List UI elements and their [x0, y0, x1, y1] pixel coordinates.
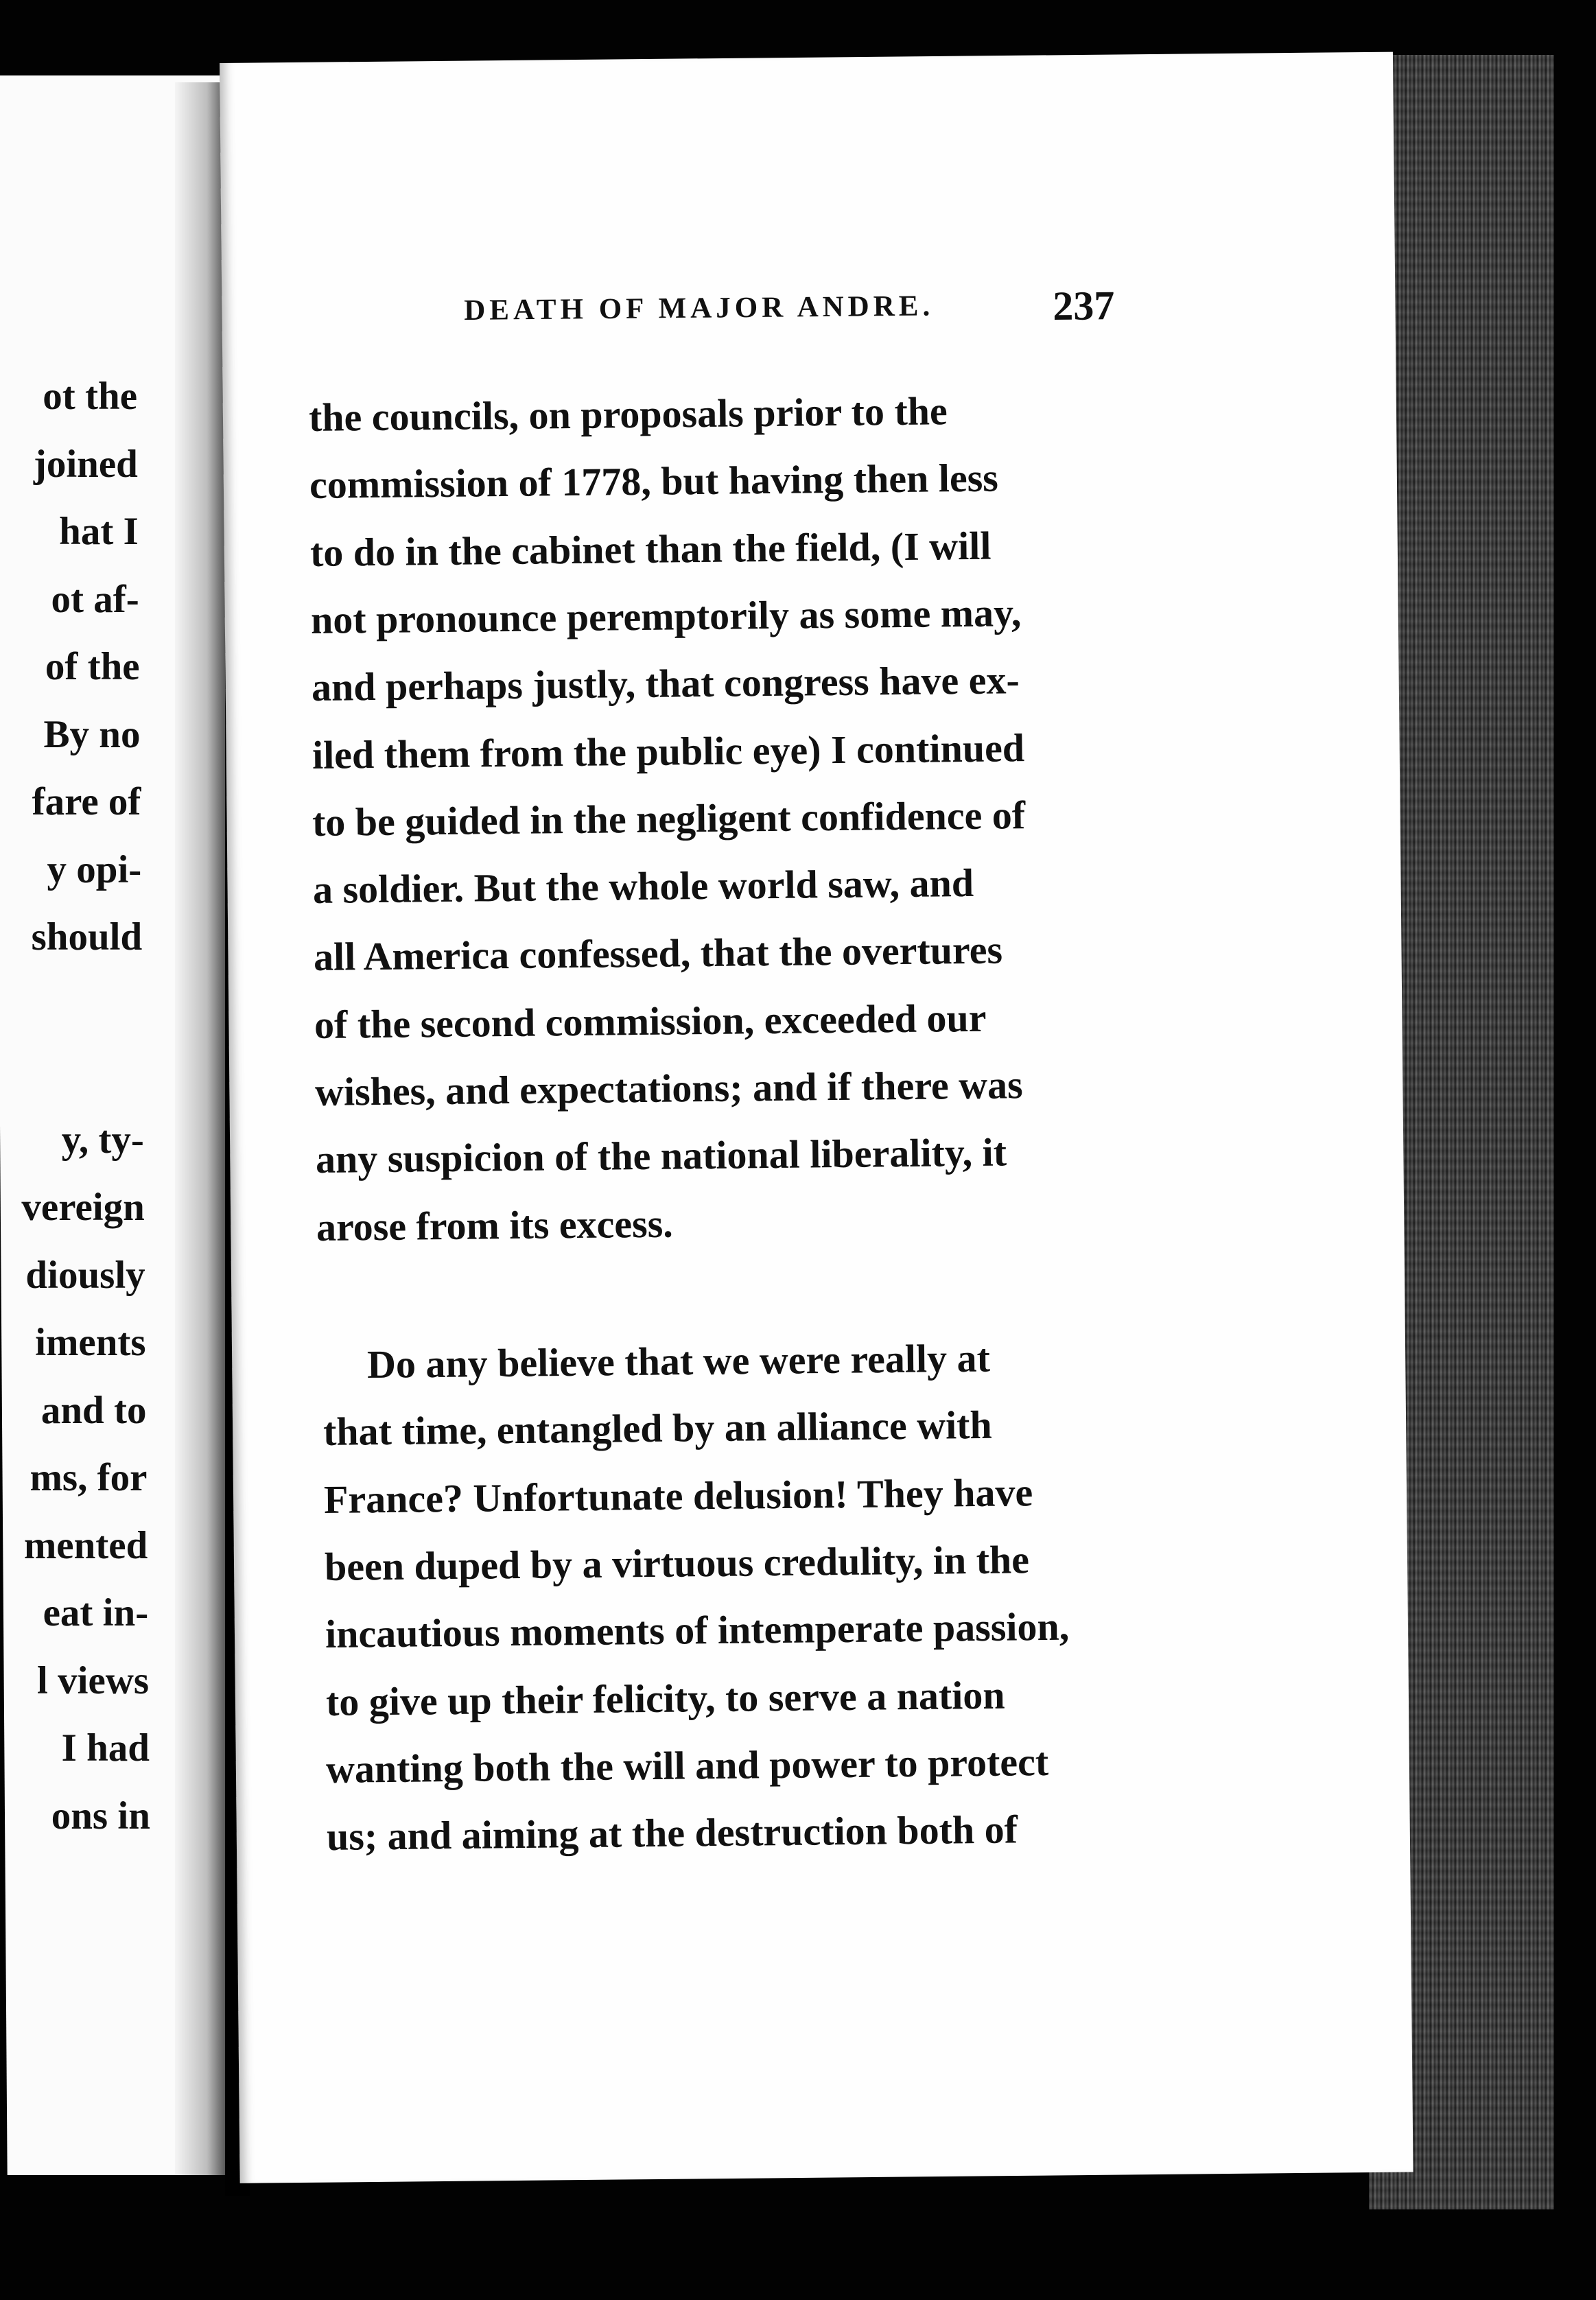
left-page-fragment-line: iments — [35, 1321, 146, 1364]
text-line: that time, entangled by an alliance with — [322, 1403, 992, 1455]
text-line: not pronounce peremptorily as some may, — [310, 590, 1022, 642]
left-page-fragment-line: should — [31, 915, 143, 959]
text-line: any suspicion of the national liberality, it — [315, 1129, 1007, 1182]
text-line: and perhaps justly, that congress have ex- — [311, 657, 1020, 710]
text-line: wishes, and expectations; and if there was — [314, 1062, 1023, 1114]
left-page-fragment-line: diously — [25, 1253, 145, 1297]
left-page-fragment-line: l views — [37, 1658, 150, 1702]
text-line: to do in the cabinet than the field, (I will — [309, 523, 991, 575]
left-page-fragment-line: mented — [23, 1523, 148, 1567]
text-line: us; and aiming at the destruction both of — [326, 1807, 1018, 1859]
left-page-fragment-line: ons in — [51, 1794, 150, 1838]
left-page-fragment-line: eat in- — [43, 1591, 149, 1634]
text-line: incautious moments of intemperate passion, — [325, 1604, 1070, 1657]
text-line: France? Unfortunate delusion! They have — [323, 1469, 1033, 1522]
left-page-fragment-line: By no — [43, 712, 141, 756]
left-page-fragment-line: fare of — [32, 780, 141, 823]
left-page-fragment-line: y, ty- — [61, 1118, 144, 1162]
left-page-fragment-line: vereign — [21, 1186, 145, 1229]
text-line: the councils, on proposals prior to the — [308, 388, 948, 440]
page-number: 237 — [1053, 283, 1115, 329]
text-line: Do any believe that we were really at — [366, 1335, 991, 1387]
text-line: all America confessed, that the overtures — [313, 927, 1003, 980]
text-line: a soldier. But the whole world saw, and — [312, 860, 974, 913]
left-page-fragment-line: ms, for — [30, 1456, 148, 1499]
left-page-fragment-line: I had — [61, 1726, 150, 1770]
left-page-fragment-line: ot af- — [51, 577, 139, 621]
left-page-fragment-line: and to — [40, 1388, 147, 1432]
left-page-fragment-line: y opi- — [47, 847, 142, 891]
text-line: of the second commission, exceeded our — [314, 995, 987, 1047]
running-head: DEATH OF MAJOR ANDRE. — [464, 290, 935, 327]
left-page-fragment-line: hat I — [59, 510, 139, 553]
text-line: arose from its excess. — [316, 1201, 673, 1249]
left-page-fragment-line: of the — [45, 645, 140, 688]
left-page-fragment-line: ot the — [43, 375, 137, 418]
text-line: wanting both the will and power to protect — [326, 1739, 1049, 1792]
text-line: commission of 1778, but having then less — [309, 455, 999, 508]
text-line: to be guided in the negligent confidence of — [312, 792, 1026, 845]
text-line: to give up their felicity, to serve a nation — [325, 1672, 1005, 1724]
text-line: been duped by a virtuous credulity, in the — [324, 1537, 1029, 1589]
left-page-fragment-line: joined — [33, 442, 138, 486]
text-line: iled them from the public eye) I continued — [312, 725, 1024, 777]
right-page — [220, 52, 1413, 2183]
